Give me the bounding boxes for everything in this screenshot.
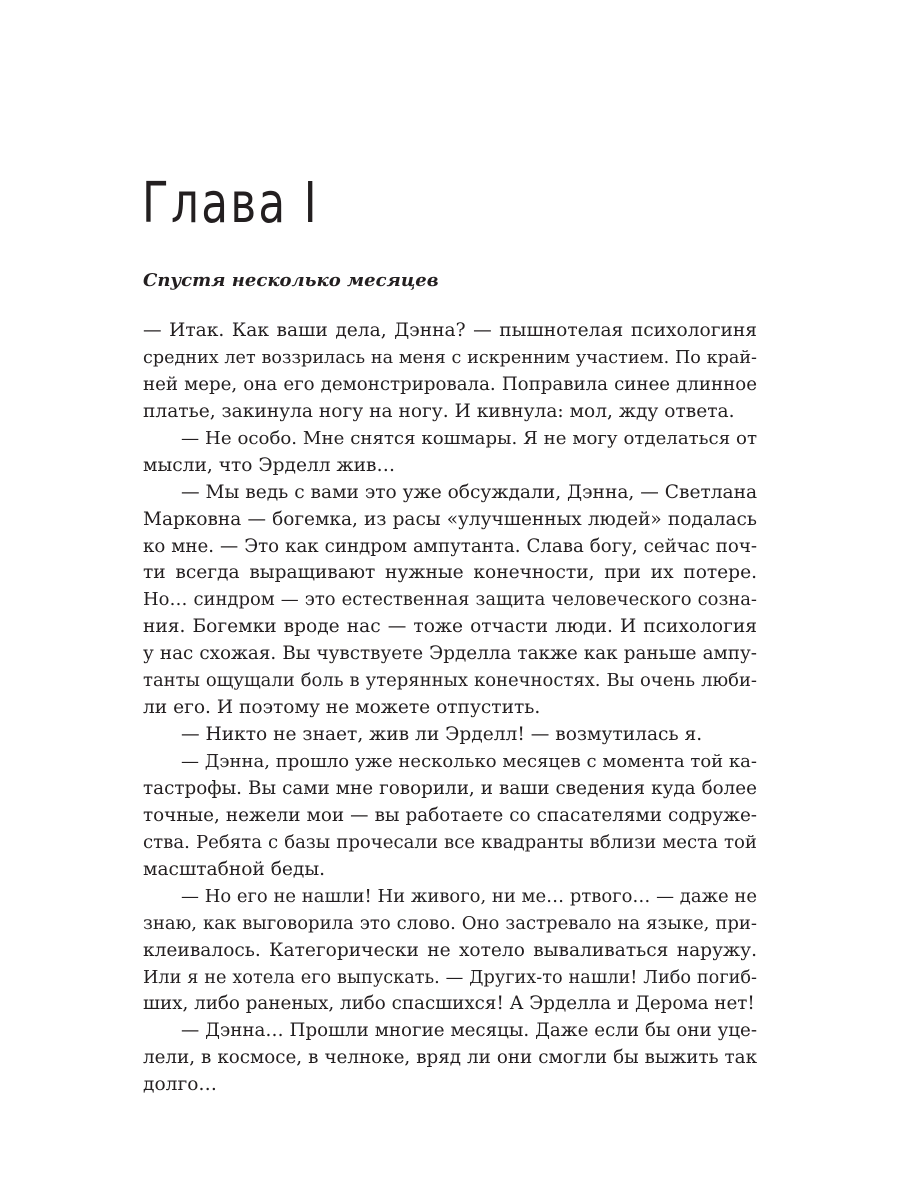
text-line: ко мне. — Это как синдром ампутанта. Слава богу, сейчас поч- [143,535,757,557]
text-line: ших, либо раненых, либо спасшихся! А Эрделла и Дерома нет! [143,993,755,1015]
text-line: долго… [143,1074,217,1096]
text-line: тастрофы. Вы сами мне говорили, и ваши сведения куда более [143,777,757,799]
text-line: масштабной беды. [143,858,326,880]
text-line: Или я не хотела его выпускать. — Других-то нашли! Либо погиб- [143,967,757,988]
text-line: ней мере, она его демонстрировала. Поправила синее длинное [143,373,757,395]
text-line: — Дэнна… Прошли многие месяцы. Даже если бы они уце- [181,1020,757,1042]
text-line: знаю, как выговорила это слово. Оно застревало на языке, при- [143,912,757,934]
text-line: Но… синдром — это естественная защита человеческого созна- [143,589,757,611]
text-line: танты ощущали боль в утерянных конечностях. Вы очень люби- [143,670,757,692]
text-line: — Не особо. Мне снятся кошмары. Я не могу отделаться от [181,427,757,449]
text-line: точные, нежели мои — вы работаете со спасателями содруже- [143,804,757,826]
text-line: — Но его не нашли! Ни живого, ни ме… ртвого… — даже не [181,885,757,907]
chapter-title: Глава I [142,171,319,236]
text-line: ти всегда выращивают нужные конечности, при их потере. [143,562,757,584]
text-line: ния. Богемки вроде нас — тоже отчасти люди. И психология [143,616,757,638]
text-line: средних лет воззрилась на меня с искренним участием. По край- [143,347,757,368]
text-line: мысли, что Эрделл жив… [143,454,396,476]
text-line: ства. Ребята с базы прочесали все квадранты вблизи места той [143,831,757,853]
text-line: платье, закинула ногу на ногу. И кивнула: мол, жду ответа. [143,400,735,422]
text-line: лели, в космосе, в челноке, вряд ли они смогли бы выжить так [143,1047,757,1069]
chapter-subtitle: Спустя несколько месяцев [143,270,439,291]
text-line: ли его. И поэтому не можете отпустить. [143,697,541,719]
text-line: Марковна — богемка, из расы «улучшенных людей» подалась [143,508,757,530]
text-line: клеивалось. Категорически не хотело вываливаться наружу. [143,939,757,961]
text-line: — Мы ведь с вами это уже обсуждали, Дэнна, — Светлана [181,481,758,503]
text-line: — Итак. Как ваши дела, Дэнна? — пышнотелая психологиня [143,320,757,341]
text-line: — Дэнна, прошло уже несколько месяцев с момента той ка- [181,751,757,772]
body-text [143,318,757,1099]
text-line: — Никто не знает, жив ли Эрделл! — возмутилась я. [181,724,703,746]
text-line: у нас схожая. Вы чувствуете Эрделла также как раньше ампу- [143,643,757,665]
